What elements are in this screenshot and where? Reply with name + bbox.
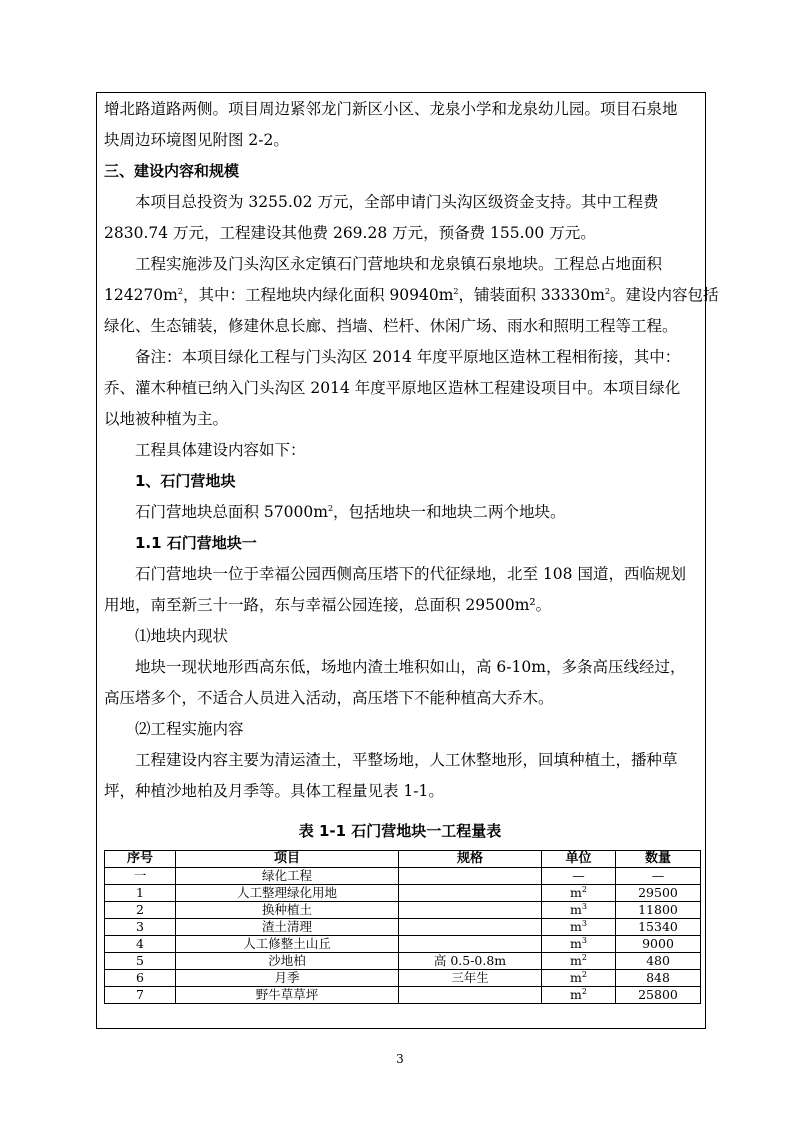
text-line: ⑵工程实施内容 [135, 720, 244, 738]
table-row [105, 953, 701, 970]
table-row [105, 902, 701, 919]
row-quantity: 480 [616, 953, 701, 970]
row-spec: 三年生 [399, 970, 542, 987]
page-number: 3 [396, 1052, 404, 1066]
text-line: 备注：本项目绿化工程与门头沟区 2014 年度平原地区造林工程相衔接，其中： [135, 348, 681, 366]
row-spec [399, 919, 542, 936]
row-spec: 高 0.5-0.8m [399, 953, 542, 970]
text-line: ⑴地块内现状 [135, 627, 229, 645]
row-unit: $m^2$ [542, 970, 616, 987]
row-number: 一 [105, 868, 176, 885]
row-unit: $m^3$ [542, 902, 616, 919]
subsection-heading: 1、石门营地块 [135, 472, 236, 490]
table-row [105, 987, 701, 1004]
row-unit: — [542, 868, 616, 885]
section-heading: 三、建设内容和规模 [104, 162, 240, 180]
row-item: 人工修整土山丘 [176, 936, 399, 953]
row-quantity: 25800 [616, 987, 701, 1004]
row-item: 沙地柏 [176, 953, 399, 970]
table-title: 表 1-1 石门营地块一工程量表 [298, 822, 502, 840]
row-unit: $m^3$ [542, 919, 616, 936]
row-quantity: — [616, 868, 701, 885]
text-line: 工程实施涉及门头沟区永定镇石门营地块和龙泉镇石泉地块。工程总占地面积 [135, 255, 663, 273]
row-item: 月季 [176, 970, 399, 987]
text-line: 以地被种植为主。 [104, 410, 229, 428]
text-line: 用地，南至新三十一路，东与幸福公园连接，总面积 29500m²。 [104, 596, 552, 614]
row-spec [399, 936, 542, 953]
row-quantity: 15340 [616, 919, 701, 936]
text-line: $124270m^2$，其中：工程地块内绿化面积 $90940m^2$，铺装面积 $33330m^2$。建设内容包括 [104, 286, 719, 304]
table-row [105, 885, 701, 902]
text-line: 坪，种植沙地柏及月季等。具体工程量见表 1-1。 [104, 782, 444, 800]
text-line: 乔、灌木种植已纳入门头沟区 2014 年度平原地区造林工程建设项目中。本项目绿化 [104, 379, 681, 397]
row-number: 5 [105, 953, 176, 970]
column-header: 序号 [105, 851, 176, 868]
text-line: 2830.74 万元，工程建设其他费 269.28 万元，预备费 155.00 万元。 [104, 224, 596, 242]
text-line: 工程具体建设内容如下： [135, 441, 306, 459]
row-spec [399, 902, 542, 919]
row-number: 3 [105, 919, 176, 936]
table-row [105, 970, 701, 987]
row-number: 4 [105, 936, 176, 953]
row-number: 6 [105, 970, 176, 987]
row-item: 绿化工程 [176, 868, 399, 885]
row-spec [399, 885, 542, 902]
table-row [105, 919, 701, 936]
table-row [105, 936, 701, 953]
text-line: 增北路道路两侧。项目周边紧邻龙门新区小区、龙泉小学和龙泉幼儿园。项目石泉地 [104, 100, 678, 118]
row-unit: $m^2$ [542, 953, 616, 970]
row-spec [399, 868, 542, 885]
text-line: 块周边环境图见附图 2-2。 [104, 131, 289, 149]
document-body [104, 94, 719, 807]
subsection-heading: 1.1 石门营地块一 [135, 534, 257, 552]
row-number: 1 [105, 885, 176, 902]
column-header: 数量 [616, 851, 701, 868]
row-quantity: 848 [616, 970, 701, 987]
row-number: 2 [105, 902, 176, 919]
column-header: 单位 [542, 851, 616, 868]
table-row [105, 868, 701, 885]
text-line: 石门营地块总面积 $57000m^2$，包括地块一和地块二两个地块。 [135, 503, 566, 521]
row-item: 人工整理绿化用地 [176, 885, 399, 902]
quantity-table [104, 850, 701, 1004]
text-line: 石门营地块一位于幸福公园西侧高压塔下的代征绿地，北至 108 国道，西临规划 [135, 565, 686, 583]
row-unit: $m^2$ [542, 987, 616, 1004]
row-item: 渣土清理 [176, 919, 399, 936]
row-item: 野牛草草坪 [176, 987, 399, 1004]
row-unit: $m^3$ [542, 936, 616, 953]
column-header: 项目 [176, 851, 399, 868]
row-quantity: 29500 [616, 885, 701, 902]
column-header: 规格 [399, 851, 542, 868]
table-header-row [105, 851, 701, 868]
row-item: 换种植土 [176, 902, 399, 919]
row-unit: $m^2$ [542, 885, 616, 902]
row-quantity: 11800 [616, 902, 701, 919]
text-line: 工程建设内容主要为清运渣土，平整场地，人工休整地形，回填种植土，播种草 [135, 751, 678, 769]
row-quantity: 9000 [616, 936, 701, 953]
row-spec [399, 987, 542, 1004]
text-line: 高压塔多个，不适合人员进入活动，高压塔下不能种植高大乔木。 [104, 689, 554, 707]
text-line: 本项目总投资为 3255.02 万元，全部申请门头沟区级资金支持。其中工程费 [135, 193, 659, 211]
text-line: 地块一现状地形西高东低，场地内渣土堆积如山，高 6-10m，多条高压线经过， [135, 658, 686, 676]
text-line: 绿化、生态铺装，修建休息长廊、挡墙、栏杆、休闲广场、雨水和照明工程等工程。 [104, 317, 678, 335]
row-number: 7 [105, 987, 176, 1004]
